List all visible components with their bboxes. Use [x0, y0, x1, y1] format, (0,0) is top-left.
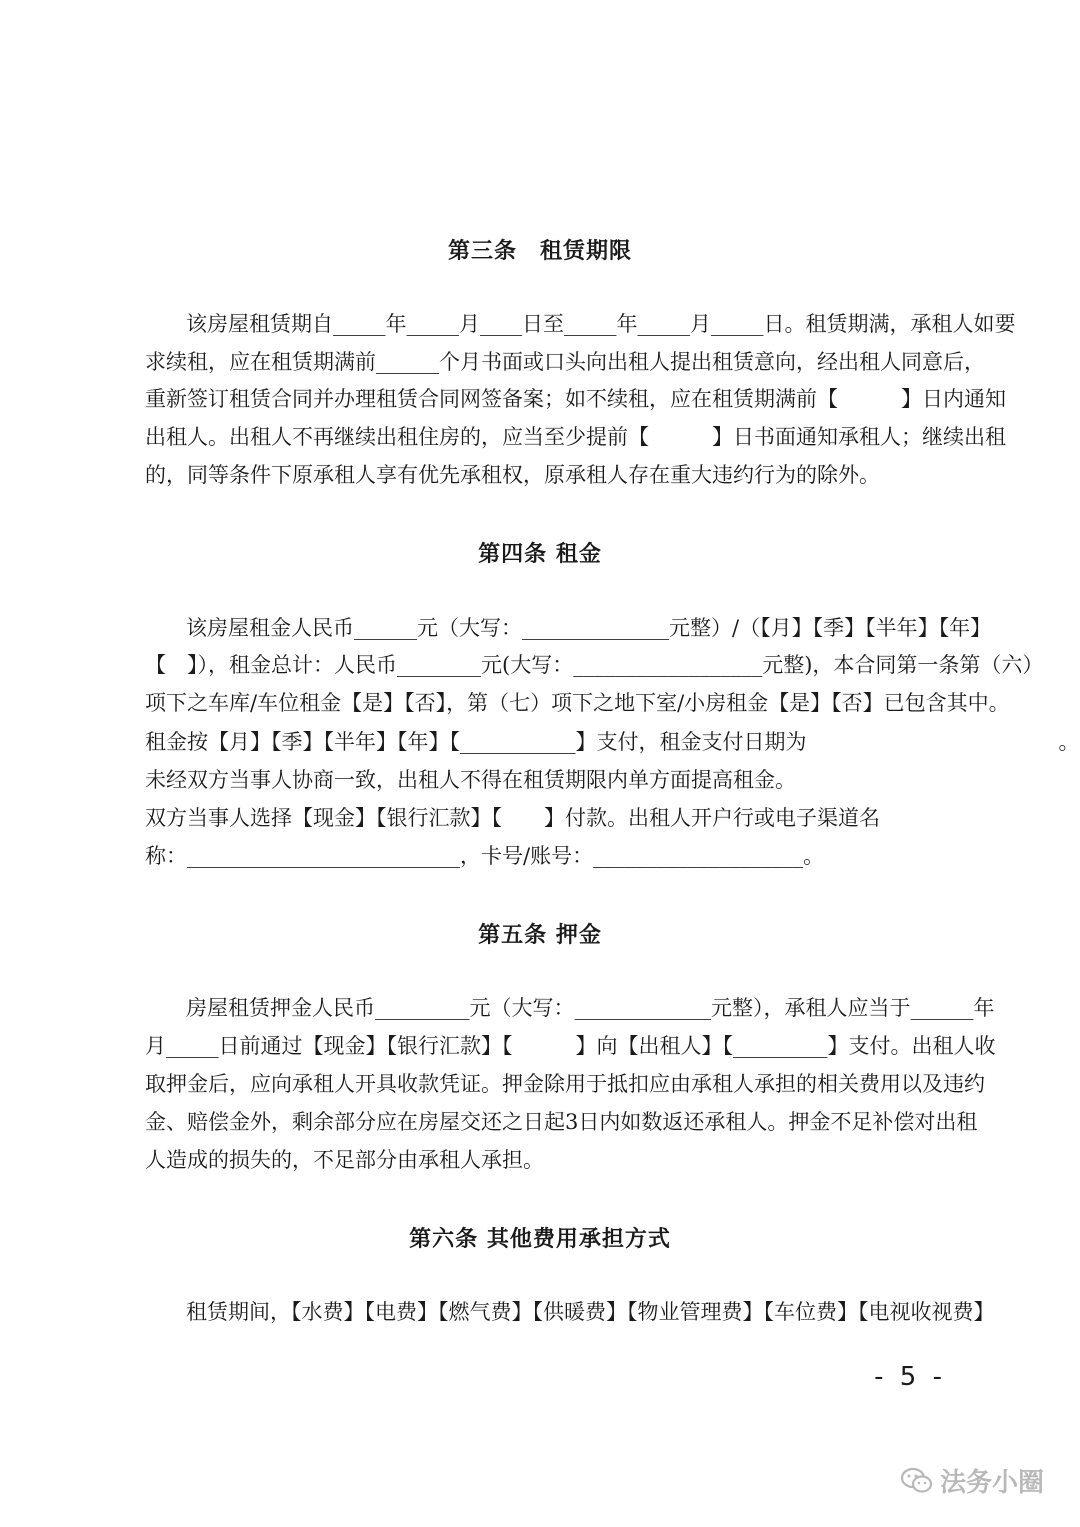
paragraph-line: 称：__________________________，卡号/账号：____________________。: [145, 844, 825, 868]
wechat-icon: [900, 1466, 934, 1496]
paragraph-line: 取押金后，应向承租人开具收款凭证。押金除用于抵扣应由承租人承担的相关费用以及违约: [145, 1072, 985, 1096]
paragraph-line: 人造成的损失的，不足部分由承租人承担。: [145, 1148, 544, 1172]
watermark-text: 法务小圈: [939, 1468, 1044, 1498]
paragraph-line: 该房屋租金人民币______元（大写：______________元整）/（【月】【季】【半年】【年】: [186, 616, 992, 640]
paragraph-line: 的，同等条件下原承租人享有优先承租权，原承租人存在重大违约行为的除外。: [145, 463, 880, 487]
paragraph-line: 求续租，应在租赁期满前______个月书面或口头向出租人提出租赁意向，经出租人同意后，: [145, 350, 985, 374]
section-heading-other-fees: 第六条 其他费用承担方式: [409, 1226, 671, 1252]
paragraph-line: 项下之车库/车位租金【是】【否】，第（七）项下之地下室/小房租金【是】【否】已包含其中。: [145, 691, 1010, 715]
page-number: - 5 -: [874, 1362, 946, 1392]
paragraph-line: 月_____日前通过【现金】【银行汇款】【 】向【出租人】【_________】支付。出租人收: [145, 1034, 996, 1058]
section-heading-term: 第三条 租赁期限: [447, 238, 632, 264]
watermark: [900, 1462, 1044, 1499]
paragraph-line: 重新签订租赁合同并办理租赁合同网签备案；如不续租，应在租赁期满前【 】日内通知: [145, 387, 1006, 411]
paragraph-line: 出租人。出租人不再继续出租住房的，应当至少提前【 】日书面通知承租人；继续出租: [145, 425, 1006, 449]
paragraph-line: 房屋租赁押金人民币_________元（大写：_____________元整），承租人应当于______年: [186, 996, 995, 1020]
paragraph-line: 双方当事人选择【现金】【银行汇款】【 】付款。出租人开户行或电子渠道名: [145, 806, 880, 830]
section-heading-deposit: 第五条 押金: [478, 922, 602, 948]
section-heading-rent: 第四条 租金: [478, 541, 602, 567]
paragraph-line: 租赁期间，【水费】【电费】【燃气费】【供暖费】【物业管理费】【车位费】【电视收视费】: [186, 1300, 995, 1324]
paragraph-line: 该房屋租赁期自_____年_____月____日至_____年_____月_____日。租赁期满，承租人如要: [186, 312, 1016, 336]
paragraph-line: 租金按【月】【季】【半年】【年】【___________】支付，租金支付日期为 。: [145, 730, 1080, 754]
paragraph-line: 金、赔偿金外，剩余部分应在房屋交还之日起3日内如数返还承租人。押金不足补偿对出租: [145, 1110, 978, 1134]
paragraph-line: 未经双方当事人协商一致，出租人不得在租赁期限内单方面提高租金。: [145, 768, 796, 792]
paragraph-line: 【 】），租金总计：人民币________元(大写：__________________元整)，本合同第一条第（六）: [145, 653, 1044, 677]
